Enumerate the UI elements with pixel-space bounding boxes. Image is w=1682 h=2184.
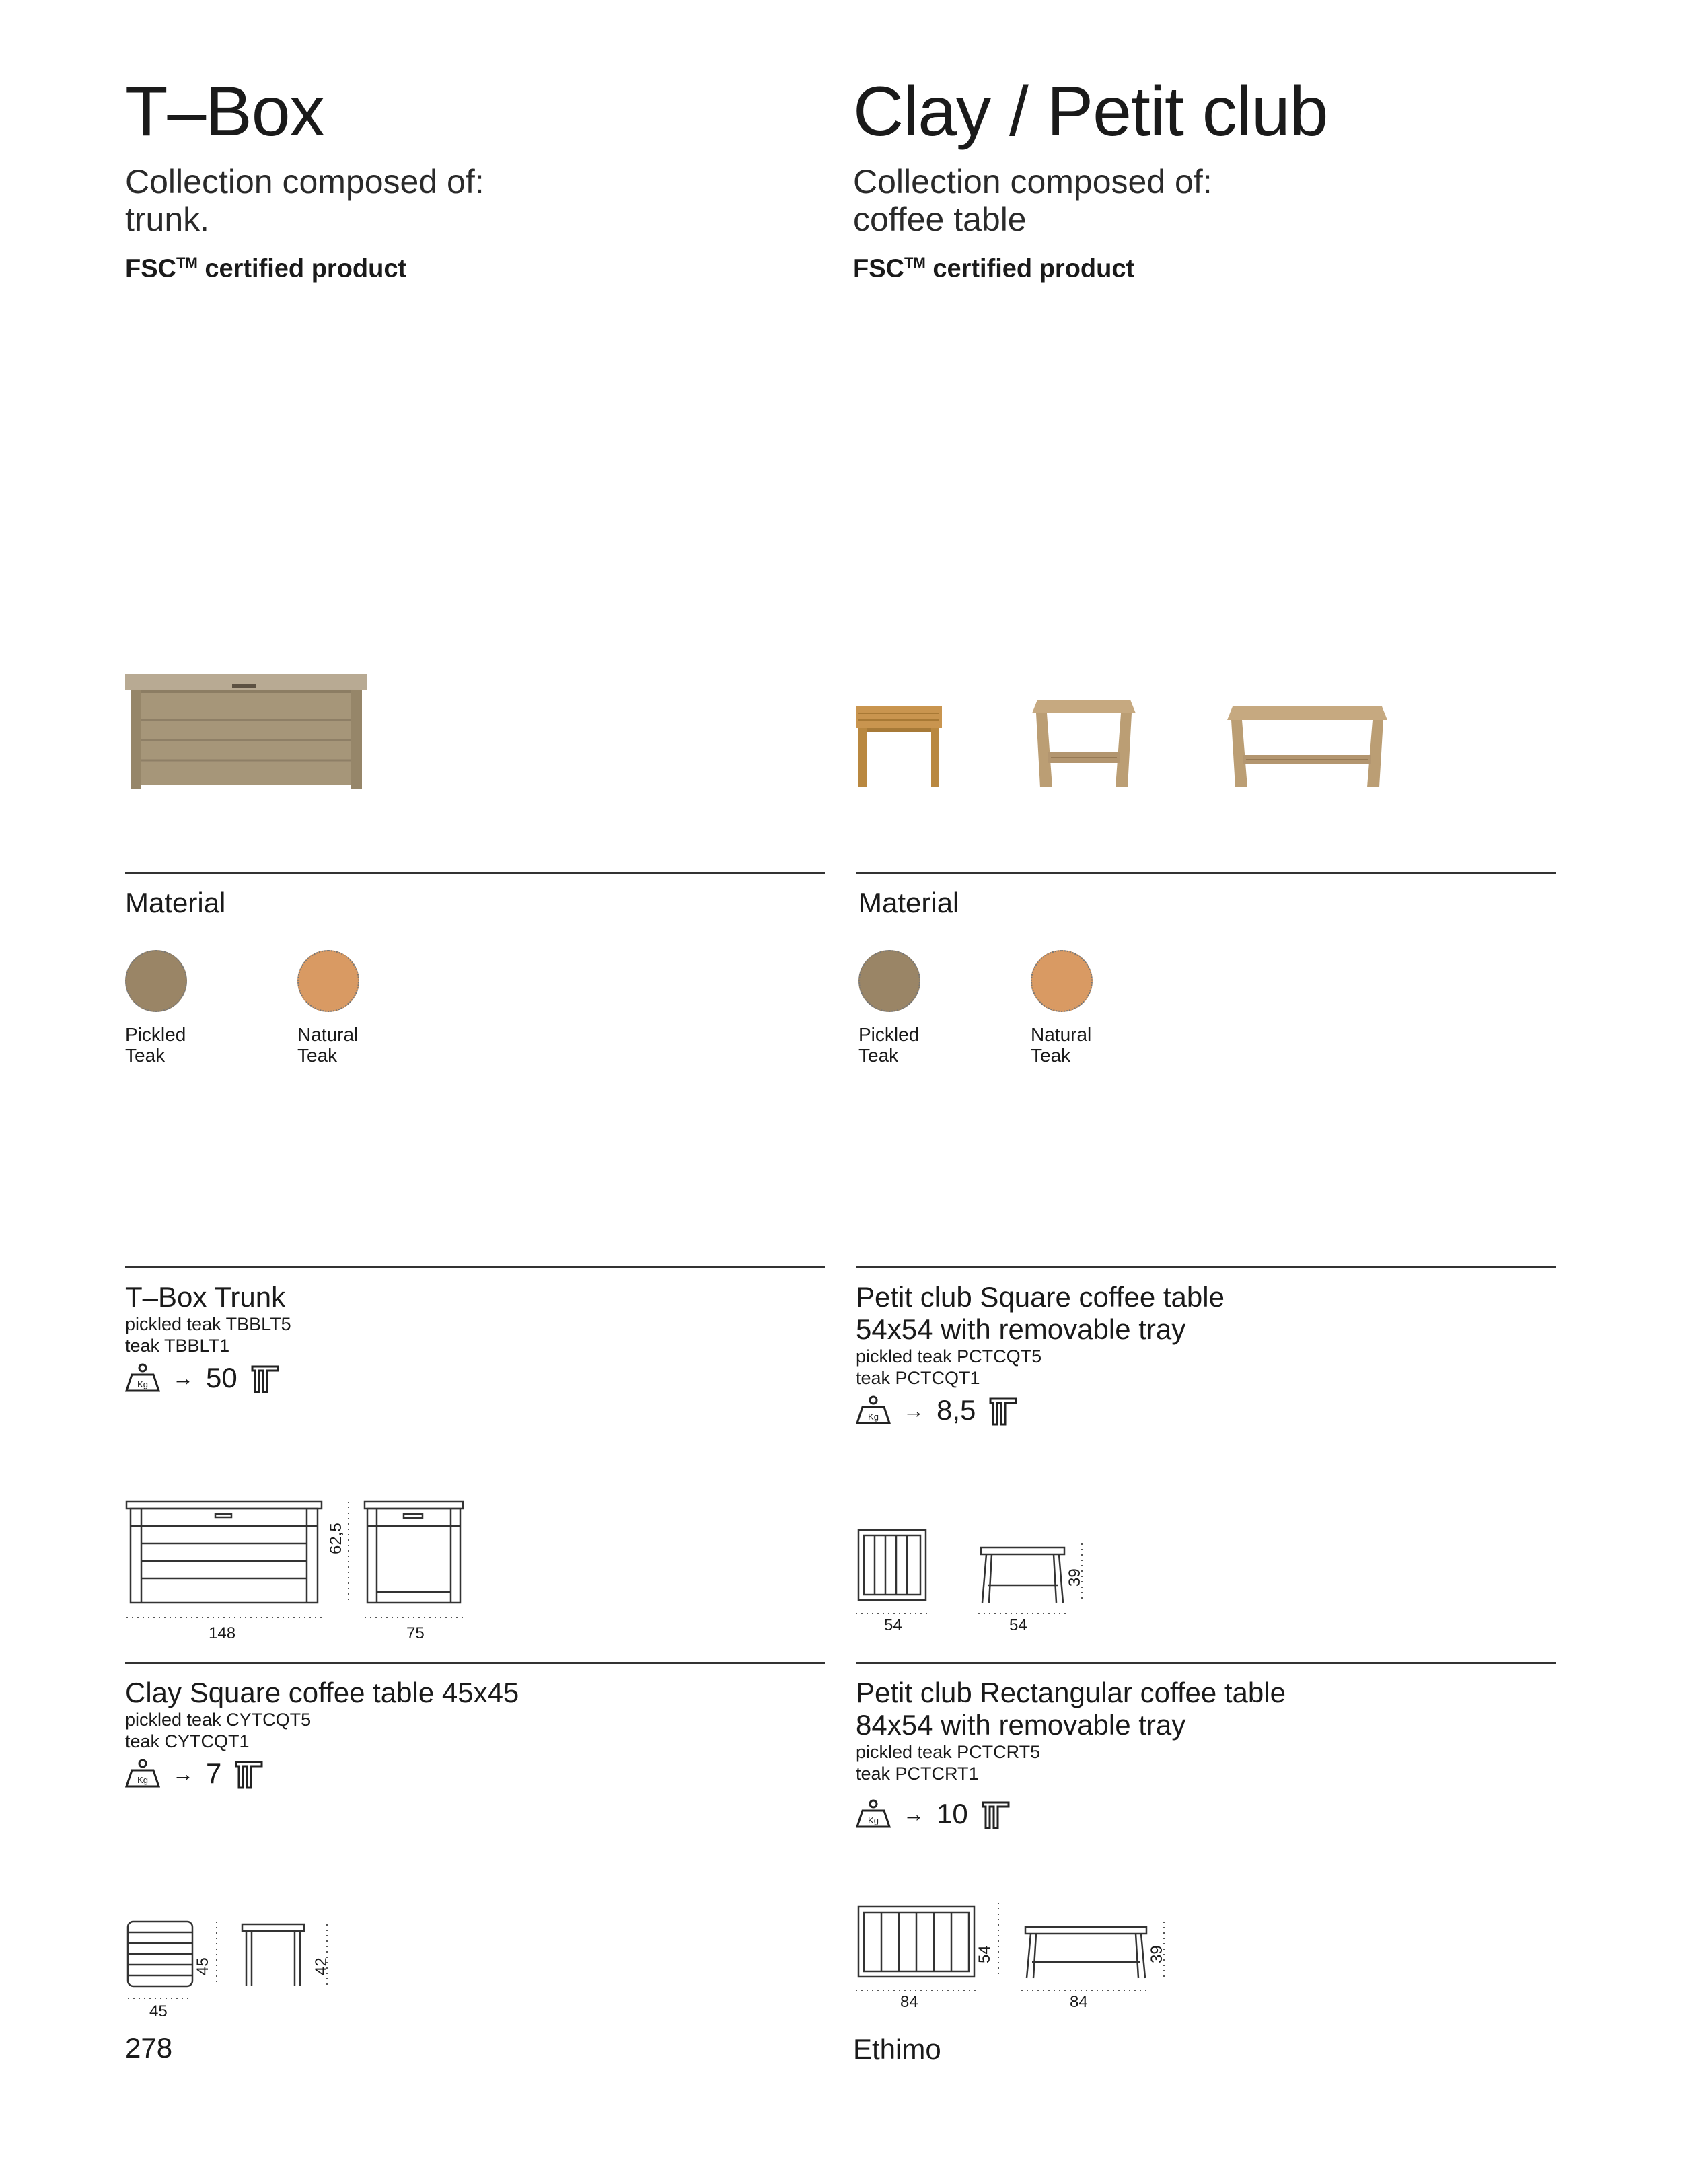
clay-square-table-photo (849, 700, 950, 801)
svg-text:Kg: Kg (137, 1775, 148, 1785)
swatch-label-line: Teak (1031, 1045, 1071, 1066)
fsc-label: FSC (125, 254, 176, 283)
dimension-label: 75 (406, 1624, 425, 1642)
dimension-label: 54 (976, 1945, 994, 1963)
right-fsc-certification (853, 254, 1134, 284)
product-tbox-trunk (125, 1281, 291, 1394)
swatch-label-line: Natural (297, 1024, 359, 1045)
dimension-label: 62,5 (327, 1523, 345, 1554)
swatch-label-line: Teak (858, 1045, 899, 1066)
swatch-label-line: Teak (125, 1045, 166, 1066)
product-code: teak PCTCRT1 (856, 1763, 979, 1784)
dimension-label: 45 (194, 1957, 212, 1975)
svg-text:Kg: Kg (137, 1379, 148, 1389)
swatch-label-line: Pickled (858, 1024, 920, 1045)
swatch-label-line: Pickled (125, 1024, 186, 1045)
left-material-divider (125, 872, 825, 874)
subtitle-line: coffee table (853, 201, 1027, 238)
product-code: teak TBBLT1 (125, 1336, 230, 1356)
arrow-glyph: → (903, 1397, 924, 1422)
left-material-heading: Material (125, 887, 226, 918)
subtitle-line: Collection composed of: (853, 163, 1212, 201)
product-divider (856, 1662, 1556, 1664)
petit-club-rectangular-table-photo (1223, 700, 1391, 801)
product-divider (856, 1266, 1556, 1268)
fsc-label: FSC (853, 254, 904, 283)
product-name: Clay Square coffee table 45x45 (125, 1677, 519, 1708)
dimension-label: 39 (1148, 1945, 1166, 1963)
table-stacking-icon (233, 1758, 264, 1789)
dimension-label: 148 (209, 1624, 236, 1642)
right-collection-title: Clay / Petit club (853, 73, 1328, 151)
right-collection-subtitle (853, 163, 1212, 238)
dimension-label: 84 (900, 1993, 918, 2011)
tbox-technical-drawing (121, 1494, 471, 1642)
swatch-label (125, 1024, 187, 1066)
svg-text:Kg: Kg (868, 1412, 879, 1422)
dimension-label: 42 (312, 1957, 330, 1975)
kg-weight-icon (856, 1395, 891, 1426)
left-fsc-certification (125, 254, 406, 284)
weight-row (856, 1798, 1286, 1830)
right-material-divider (856, 872, 1556, 874)
product-name: Petit club Square coffee table (856, 1281, 1224, 1313)
table-stacking-icon (980, 1798, 1011, 1829)
petit-club-square-table-photo (1027, 693, 1141, 801)
product-code: pickled teak CYTCQT5 (125, 1710, 312, 1730)
swatch-label (297, 1024, 359, 1066)
product-name: Petit club Rectangular coffee table (856, 1677, 1286, 1708)
left-collection-title: T–Box (125, 73, 324, 151)
dimension-label: 54 (1009, 1616, 1027, 1634)
right-material-natural-teak (1031, 950, 1093, 1066)
product-divider (125, 1662, 825, 1664)
dimension-label: 45 (149, 2002, 168, 2021)
arrow-glyph: → (172, 1365, 194, 1390)
fsc-text: certified product (197, 254, 407, 283)
product-code: teak CYTCQT1 (125, 1731, 250, 1751)
svg-text:Kg: Kg (868, 1815, 879, 1825)
brand-name: Ethimo (853, 2033, 941, 2065)
kg-weight-icon (856, 1798, 891, 1829)
right-material-pickled-teak (858, 950, 920, 1066)
kg-weight-icon (125, 1362, 160, 1393)
fsc-tm: TM (176, 254, 198, 271)
fsc-text: certified product (925, 254, 1135, 283)
kg-weight-icon (125, 1758, 160, 1789)
subtitle-line: trunk. (125, 201, 210, 238)
product-code: pickled teak PCTCQT5 (856, 1346, 1042, 1367)
weight-row (856, 1394, 1224, 1426)
fsc-tm: TM (904, 254, 926, 271)
page-number: 278 (125, 2032, 173, 2064)
weight-row (125, 1757, 519, 1790)
weight-value: 7 (206, 1757, 222, 1789)
natural-teak-swatch (1031, 950, 1093, 1012)
dimension-label: 54 (884, 1616, 902, 1634)
pickled-teak-swatch (125, 950, 187, 1012)
product-petit-club-rectangular-table (856, 1677, 1286, 1830)
swatch-label-line: Natural (1031, 1024, 1092, 1045)
left-collection-subtitle (125, 163, 484, 238)
product-clay-square-table (125, 1677, 519, 1790)
arrow-glyph: → (903, 1801, 924, 1826)
product-divider (125, 1266, 825, 1268)
trunk-photo (121, 666, 417, 801)
natural-teak-swatch (297, 950, 359, 1012)
dimension-label: 39 (1066, 1568, 1084, 1587)
petit-club-rectangular-technical-drawing (849, 1897, 1185, 2012)
product-code: teak PCTCQT1 (856, 1368, 980, 1388)
left-material-natural-teak (297, 950, 359, 1066)
product-name: 84x54 with removable tray (856, 1709, 1186, 1741)
weight-value: 8,5 (937, 1394, 976, 1426)
weight-row (125, 1362, 291, 1394)
swatch-label-line: Teak (297, 1045, 338, 1066)
weight-value: 50 (206, 1362, 237, 1393)
product-name: 54x54 with removable tray (856, 1313, 1186, 1345)
table-stacking-icon (988, 1395, 1019, 1426)
product-code: pickled teak PCTCRT5 (856, 1742, 1041, 1762)
left-material-pickled-teak (125, 950, 187, 1066)
arrow-glyph: → (172, 1761, 194, 1786)
weight-value: 10 (937, 1798, 968, 1829)
product-code: pickled teak TBBLT5 (125, 1314, 291, 1334)
subtitle-line: Collection composed of: (125, 163, 484, 201)
pickled-teak-swatch (858, 950, 920, 1012)
product-petit-club-square-table (856, 1281, 1224, 1426)
right-material-heading: Material (858, 887, 959, 918)
swatch-label (858, 1024, 920, 1066)
dimension-label: 84 (1070, 1993, 1088, 2011)
product-name: T–Box Trunk (125, 1281, 286, 1313)
swatch-label (1031, 1024, 1093, 1066)
table-stacking-icon (250, 1362, 281, 1393)
